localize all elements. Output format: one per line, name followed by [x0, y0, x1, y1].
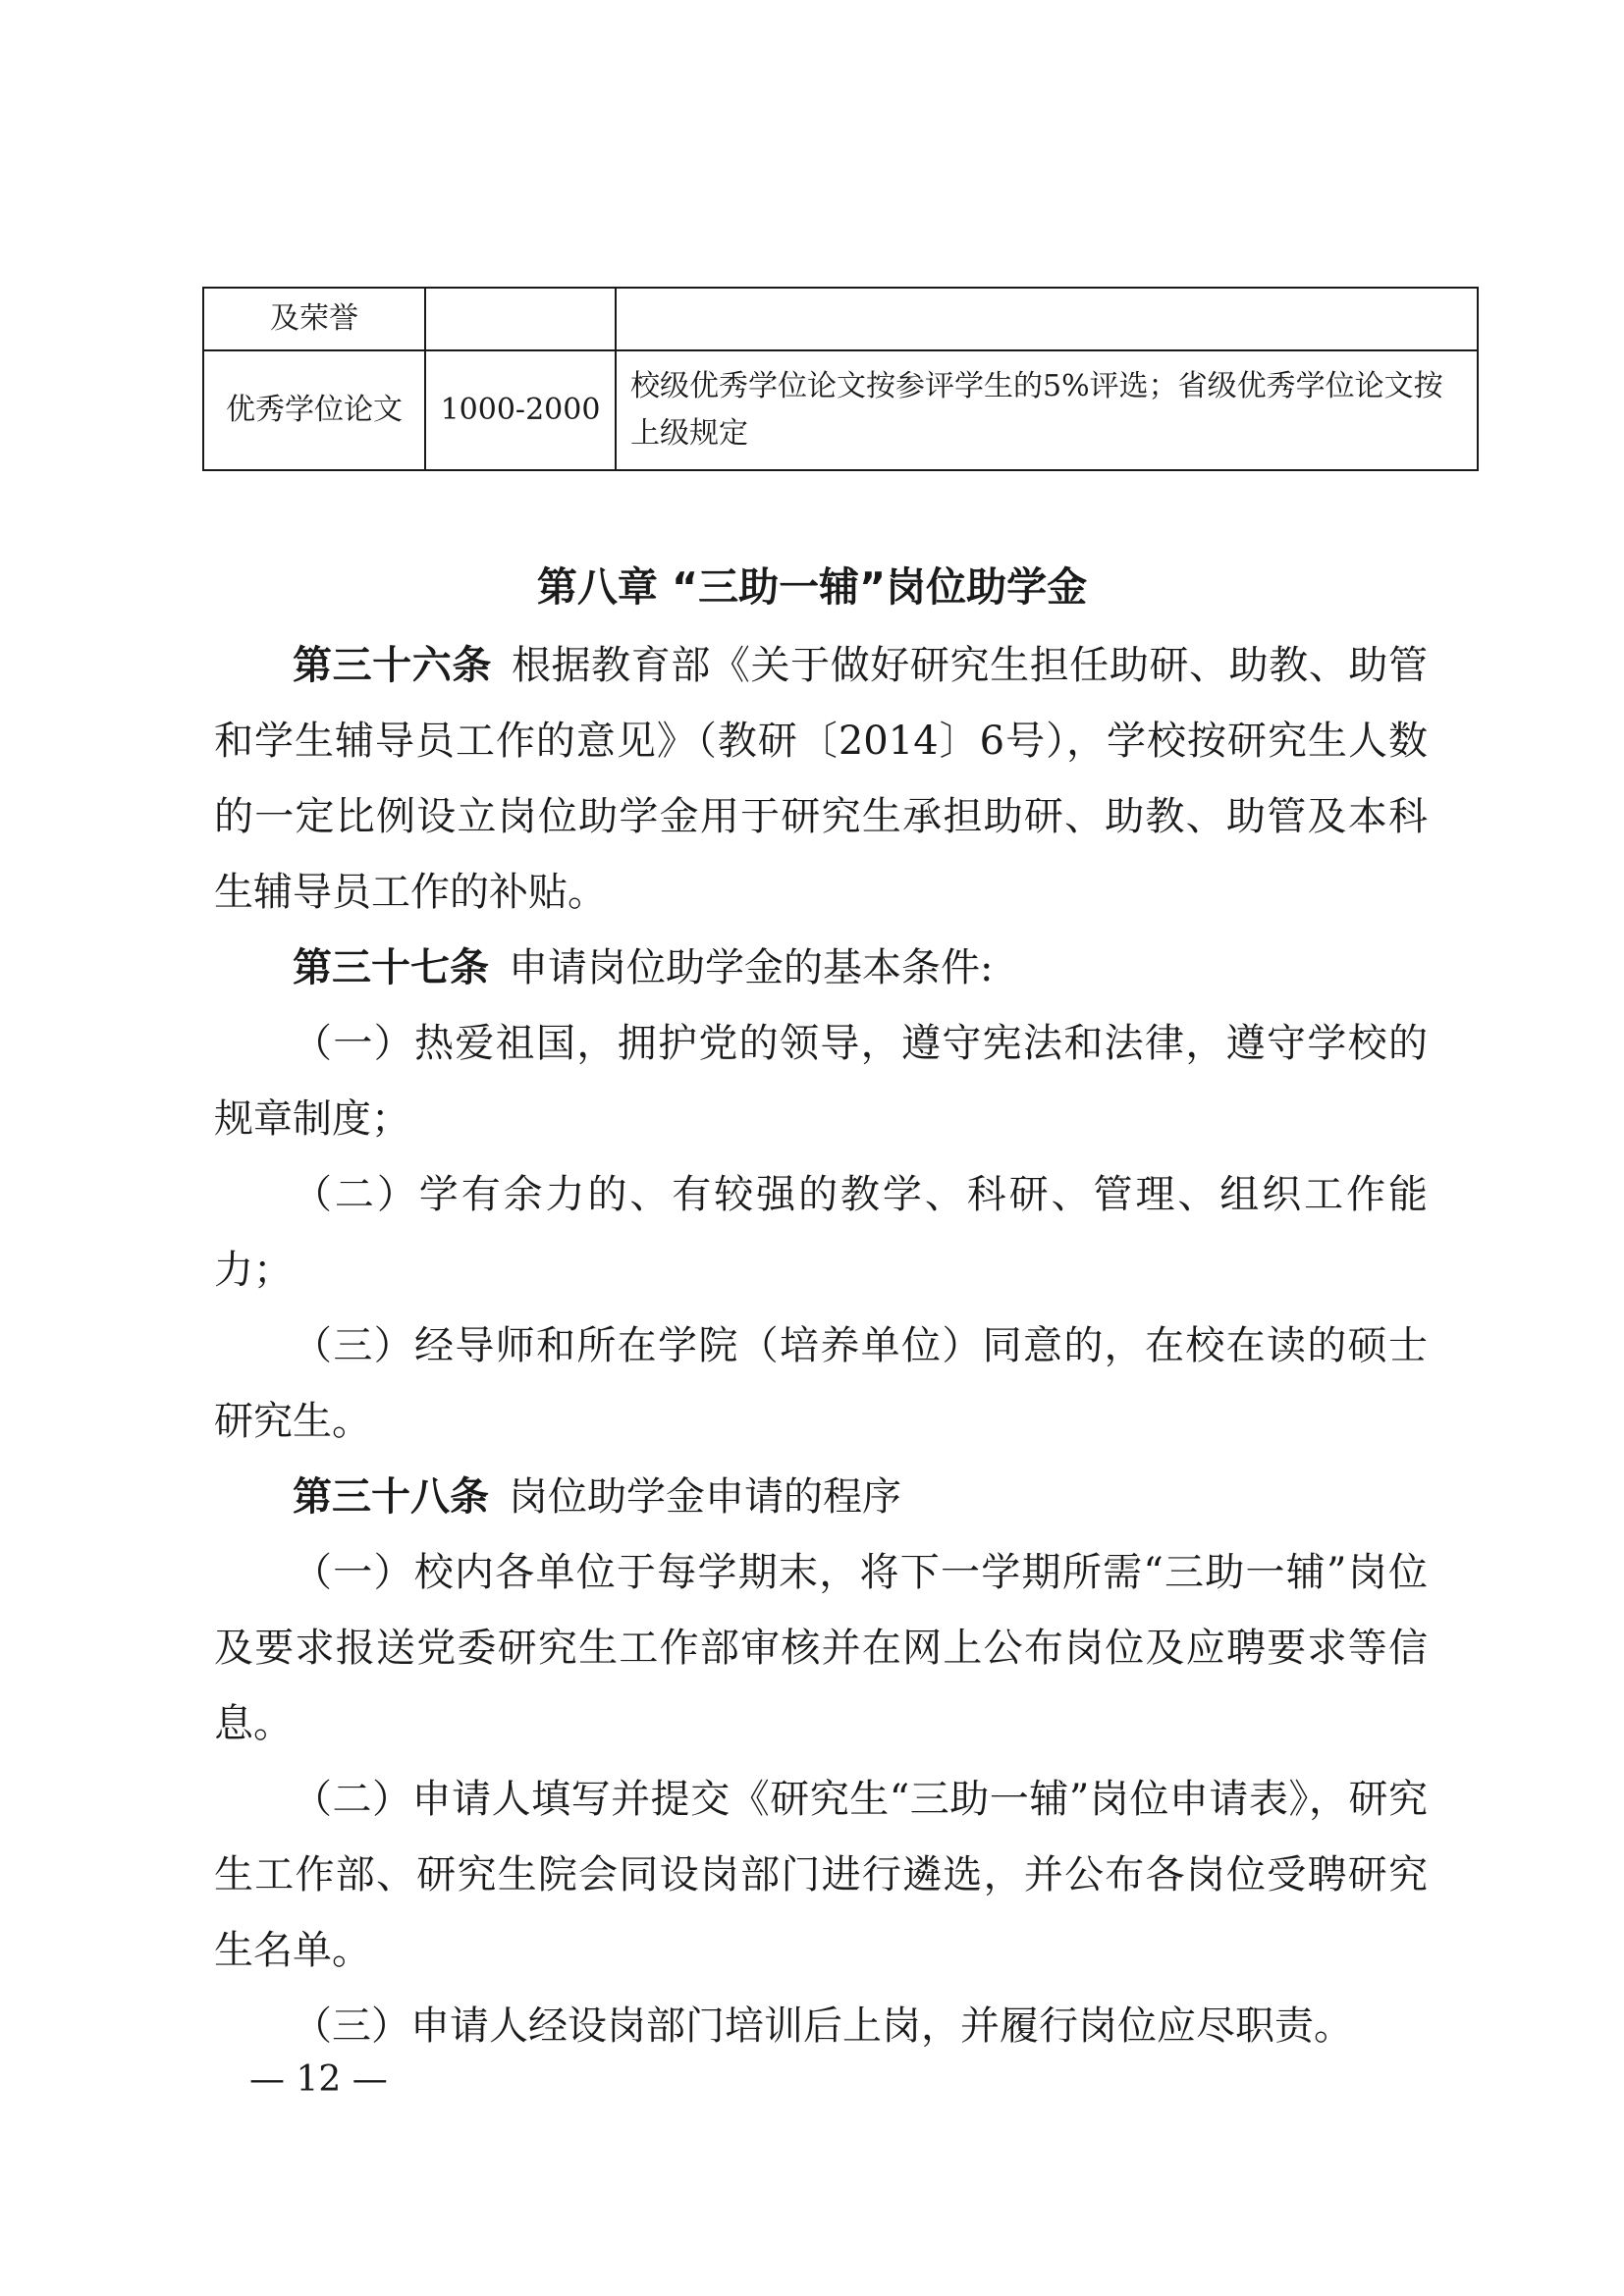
award-amount-cell: [425, 288, 616, 350]
award-note-cell: 校级优秀学位论文按参评学生的5%评选；省级优秀学位论文按上级规定: [616, 350, 1478, 470]
article-heading: 第三十八条: [293, 1474, 489, 1520]
article-text: 岗位助学金申请的程序: [509, 1474, 901, 1520]
award-name-cell: 优秀学位论文: [203, 350, 425, 470]
article-heading: 第三十六条: [293, 643, 492, 688]
article-38: [214, 1460, 1428, 1535]
article-item: （二）申请人填写并提交《研究生“三助一辅”岗位申请表》，研究生工作部、研究生院会同设岗部门进行遴选，并公布各岗位受聘研究生名单。: [214, 1777, 1428, 1973]
chapter-title: 第八章 “三助一辅”岗位助学金: [536, 563, 1088, 611]
article-text: 申请岗位助学金的基本条件:: [509, 945, 994, 990]
article-text: 根据教育部《关于做好研究生担任助研、助教、助管和学生辅导员工作的意见》（教研〔2014〕6号），学校按研究生人数的一定比例设立岗位助学金用于研究生承担助研、助教、助管及本科生辅导员工作的补贴。: [214, 643, 1429, 915]
table-row: [203, 288, 1478, 350]
article-37: [214, 931, 1428, 1006]
page-number: — 12 —: [249, 2059, 388, 2100]
award-amount-cell: 1000-2000: [425, 350, 616, 470]
article-item: （一）热爱祖国，拥护党的领导，遵守宪法和法律，遵守学校的规章制度；: [214, 1021, 1428, 1142]
chapter-body: [214, 628, 1428, 2064]
article-heading: 第三十七条: [293, 945, 489, 990]
table-row: [203, 350, 1478, 470]
article-item: （二）学有余力的、有较强的教学、科研、管理、组织工作能力；: [214, 1172, 1428, 1293]
article-36: [214, 628, 1428, 931]
award-note-cell: [616, 288, 1478, 350]
article-item: （三）经导师和所在学院（培养单位）同意的，在校在读的硕士研究生。: [214, 1323, 1428, 1444]
article-item: （一）校内各单位于每学期末，将下一学期所需“三助一辅”岗位及要求报送党委研究生工作部审核并在网上公布岗位及应聘要求等信息。: [214, 1550, 1428, 1746]
article-item: （三）申请人经设岗部门培训后上岗，并履行岗位应尽职责。: [293, 2003, 1353, 2049]
award-table: [202, 287, 1479, 471]
award-name-cell: 及荣誉: [203, 288, 425, 350]
